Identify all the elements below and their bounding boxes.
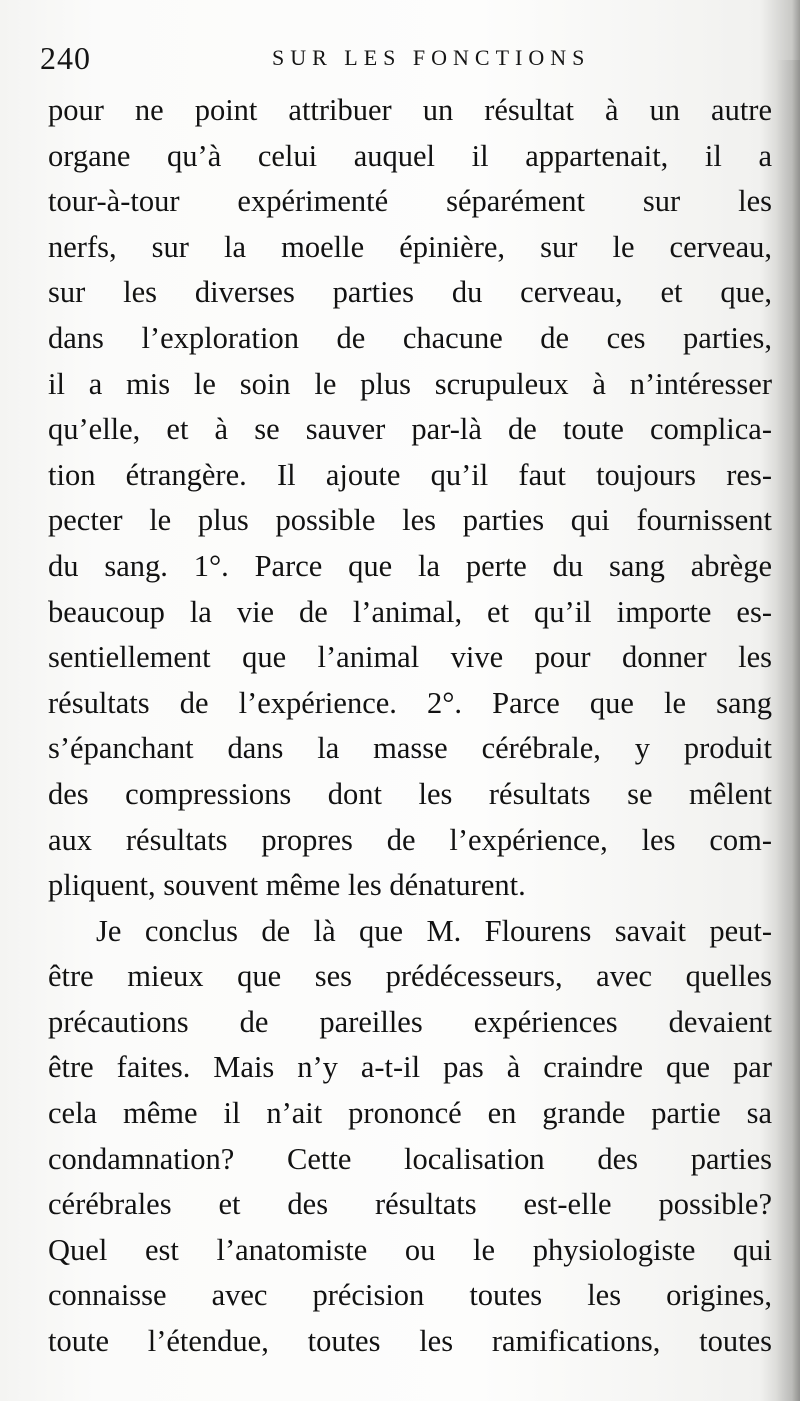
text-line: tour-à-tour expérimenté séparément sur les bbox=[48, 184, 772, 219]
text-line: organe qu’à celui auquel il appartenait, il a bbox=[48, 138, 772, 173]
text-line: sentiellement que l’animal vive pour donner les bbox=[48, 640, 772, 675]
text-line: précautions de pareilles expériences devaient bbox=[48, 1004, 772, 1039]
text-line: être mieux que ses prédécesseurs, avec quelles bbox=[48, 959, 772, 994]
text-line: aux résultats propres de l’expérience, les com- bbox=[48, 822, 772, 857]
text-line: connaisse avec précision toutes les origines, bbox=[48, 1278, 772, 1313]
body-text bbox=[48, 88, 772, 1365]
page-number: 240 bbox=[40, 39, 91, 76]
text-line: dans l’exploration de chacune de ces parties, bbox=[48, 320, 772, 355]
text-line: cérébrales et des résultats est-elle possible? bbox=[48, 1187, 772, 1222]
text-line: pliquent, souvent même les dénaturent. bbox=[48, 868, 526, 903]
text-line: nerfs, sur la moelle épinière, sur le cerveau, bbox=[48, 229, 772, 264]
text-line: condamnation? Cette localisation des parties bbox=[48, 1141, 772, 1176]
text-line: Je conclus de là que M. Flourens savait peut- bbox=[96, 913, 772, 948]
text-line: toute l’étendue, toutes les ramifications, toutes bbox=[48, 1324, 772, 1359]
text-line: qu’elle, et à se sauver par-là de toute complica- bbox=[48, 412, 772, 447]
text-line: Quel est l’anatomiste ou le physiologiste qui bbox=[48, 1232, 772, 1267]
text-line: il a mis le soin le plus scrupuleux à n’intéresser bbox=[48, 366, 772, 401]
running-head bbox=[40, 36, 780, 80]
text-line: pecter le plus possible les parties qui fournissent bbox=[48, 503, 772, 538]
running-title: SUR LES FONCTIONS bbox=[272, 45, 591, 70]
page-edge-shadow bbox=[776, 60, 800, 1401]
text-line: du sang. 1°. Parce que la perte du sang abrège bbox=[48, 548, 772, 583]
text-line: résultats de l’expérience. 2°. Parce que le sang bbox=[48, 685, 772, 720]
text-line: être faites. Mais n’y a-t-il pas à craindre que par bbox=[48, 1050, 772, 1085]
text-line: tion étrangère. Il ajoute qu’il faut toujours res- bbox=[48, 457, 772, 492]
text-line: pour ne point attribuer un résultat à un autre bbox=[48, 93, 772, 127]
text-line: s’épanchant dans la masse cérébrale, y produit bbox=[48, 731, 772, 766]
text-line: beaucoup la vie de l’animal, et qu’il importe es- bbox=[48, 594, 772, 629]
text-line: des compressions dont les résultats se mêlent bbox=[48, 776, 772, 811]
text-line: cela même il n’ait prononcé en grande partie sa bbox=[48, 1096, 772, 1131]
text-line: sur les diverses parties du cerveau, et que, bbox=[48, 275, 772, 310]
